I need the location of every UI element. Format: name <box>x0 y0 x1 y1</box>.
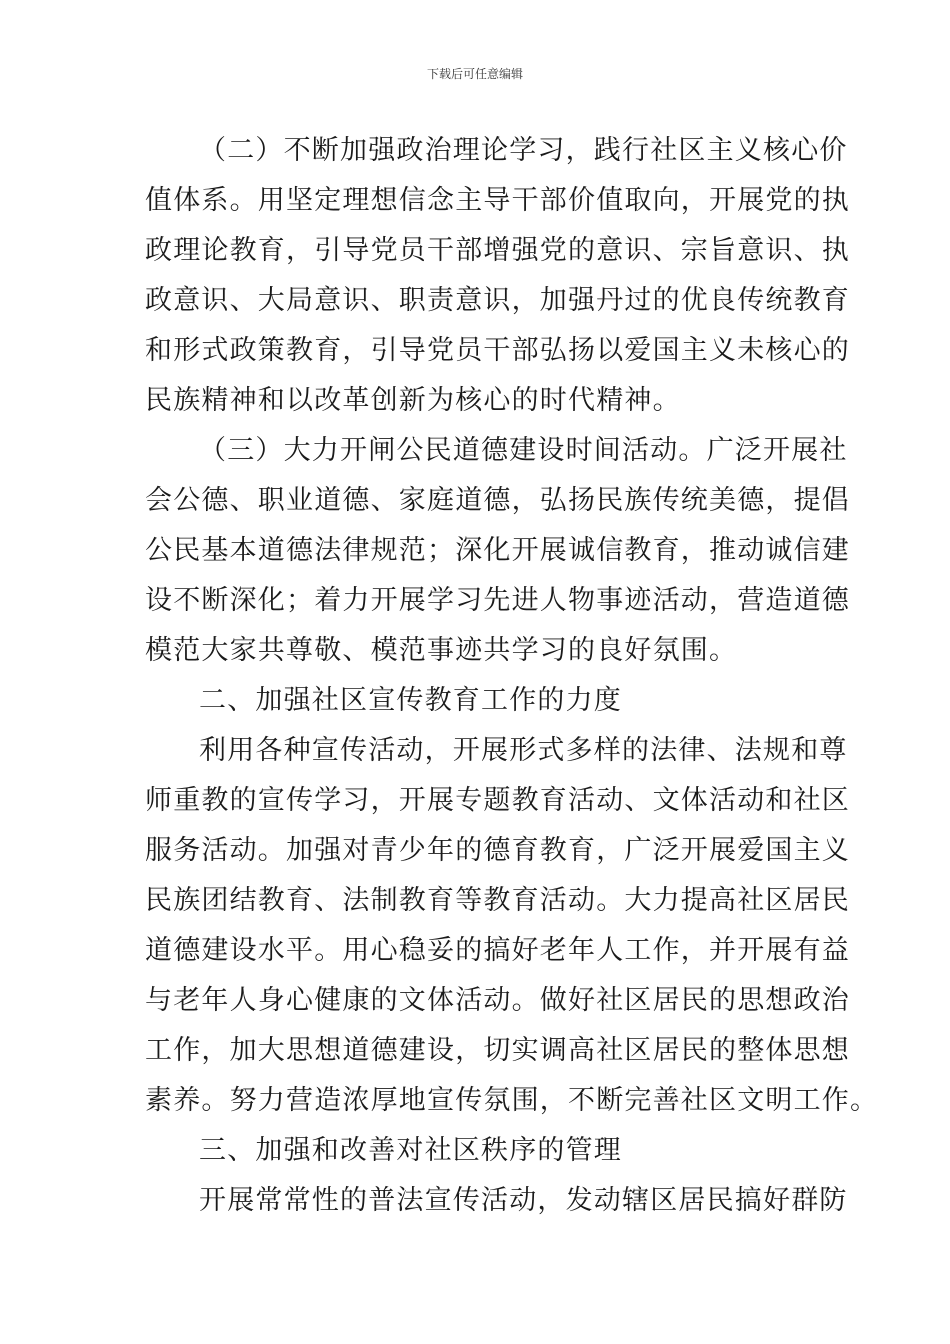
text-line: 政意识、大局意识、职责意识，加强丹过的优良传统教育 <box>145 285 850 316</box>
text-line: 利用各种宣传活动，开展形式多样的法律、法规和尊 <box>199 735 848 766</box>
text-line: 政理论教育，引导党员干部增强党的意识、宗旨意识、执 <box>145 235 850 266</box>
page-header-note: 下载后可任意编辑 <box>426 67 523 81</box>
text-line: 开展常常性的普法宣传活动，发动辖区居民搞好群防 <box>199 1185 848 1216</box>
text-line: 会公德、职业道德、家庭道德，弘扬民族传统美德，提倡 <box>145 485 850 516</box>
text-line: 与老年人身心健康的文体活动。做好社区居民的思想政治 <box>145 985 850 1016</box>
text-line: 工作，加大思想道德建设，切实调高社区居民的整体思想 <box>145 1035 850 1066</box>
section-heading: 二、加强社区宣传教育工作的力度 <box>199 685 622 716</box>
text-line: （二）不断加强政治理论学习，践行社区主义核心价 <box>199 135 848 166</box>
section-heading: 三、加强和改善对社区秩序的管理 <box>199 1135 622 1166</box>
text-line: 和形式政策教育，引导党员干部弘扬以爱国主义未核心的 <box>145 335 850 366</box>
text-line: 公民基本道德法律规范；深化开展诚信教育，推动诚信建 <box>145 535 850 566</box>
text-line: （三）大力开闸公民道德建设时间活动。广泛开展社 <box>199 435 848 466</box>
text-line: 素养。努力营造浓厚地宣传氛围，不断完善社区文明工作。 <box>145 1085 879 1116</box>
text-line: 值体系。用坚定理想信念主导干部价值取向，开展党的执 <box>145 185 850 216</box>
document-body <box>145 126 879 1226</box>
text-line: 师重教的宣传学习，开展专题教育活动、文体活动和社区 <box>145 785 850 816</box>
text-line: 设不断深化；着力开展学习先进人物事迹活动，营造道德 <box>145 585 850 616</box>
text-line: 道德建设水平。用心稳妥的搞好老年人工作，并开展有益 <box>145 935 850 966</box>
text-line: 民族精神和以改革创新为核心的时代精神。 <box>145 385 681 416</box>
text-line: 民族团结教育、法制教育等教育活动。大力提高社区居民 <box>145 885 850 916</box>
text-line: 服务活动。加强对青少年的德育教育，广泛开展爱国主义 <box>145 835 850 866</box>
text-line: 模范大家共尊敬、模范事迹共学习的良好氛围。 <box>145 635 738 666</box>
